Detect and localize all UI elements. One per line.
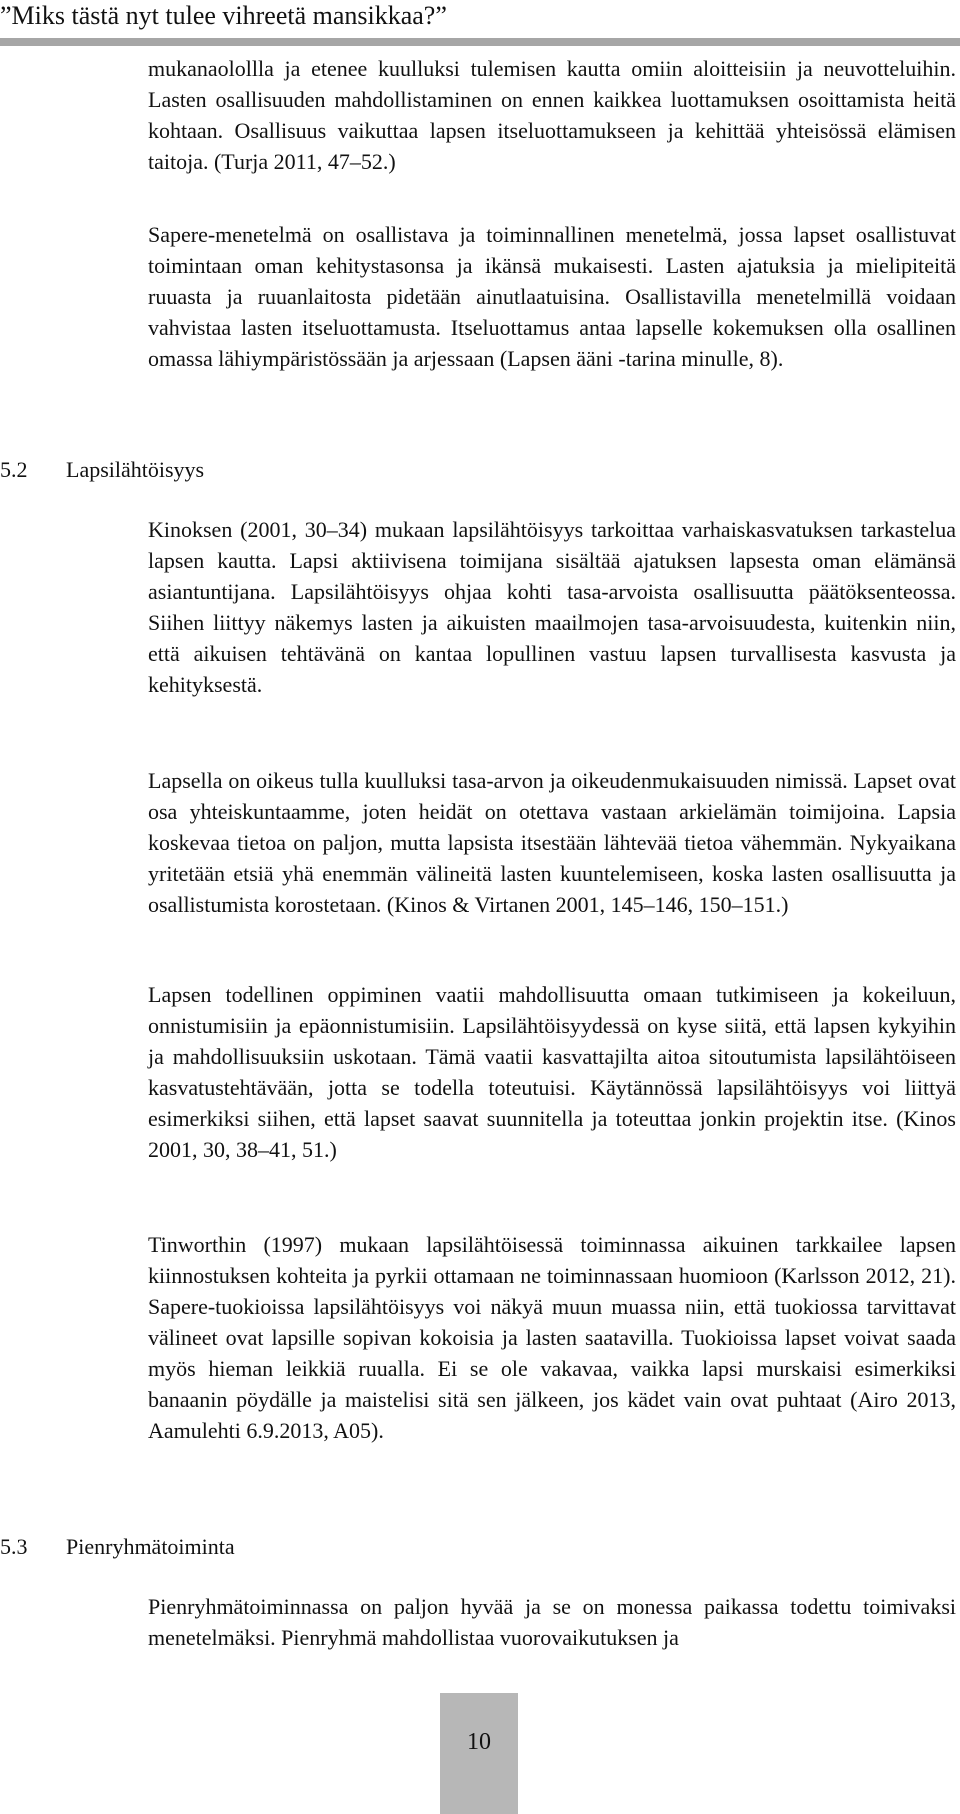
document-title: ”Miks tästä nyt tulee vihreetä mansikkaa?” xyxy=(0,1,447,30)
section-title: Lapsilähtöisyys xyxy=(66,457,205,482)
paragraph-oikeus: Lapsella on oikeus tulla kuulluksi tasa-arvon ja oikeudenmukaisuuden nimissä. Lapset ovat osa yhteiskuntaamme, joten heidät on otettava vastaan arkielämän toimijoina. Lapsia koskevaa tietoa on paljon, mutta lapsista itsestään lähtevää tietoa vähemmän. Nykyaikana yritetään etsiä yhä enemmän välineitä lasten kuuntelemiseen, koska lasten osallisuutta ja osallistumista korostetaan. (Kinos & Virtanen 2001, 145–146, 150–151.) xyxy=(148,768,956,917)
section-number: 5.3 xyxy=(0,1534,28,1559)
page-number-box xyxy=(440,1693,518,1814)
paragraph-sapere: Sapere-menetelmä on osallistava ja toiminnallinen menetelmä, jossa lapset osallistuvat toimintaan oman kehitystasonsa ja ikänsä mukaisesti. Lasten ajatuksia ja mielipiteitä ruuasta ja ruuanlaitosta pidetään ainutlaatuisina. Osallistavilla menetelmillä voidaan vahvistaa lasten itseluottamusta. Itseluottamus antaa lapselle kokemuksen olla osallinen omassa lähiympäristössään ja arjessaan (Lapsen ääni -tarina minulle, 8). xyxy=(148,222,956,371)
paragraph-tinworth: Tinworthin (1997) mukaan lapsilähtöisessä toiminnassa aikuinen tarkkailee lapsen kiinnostuksen kohteita ja pyrkii ottamaan ne toiminnassaan huomioon (Karlsson 2012, 21). Sapere-tuokioissa lapsilähtöisyys voi näkyä muun muassa niin, että tuokiossa tarvittavat välineet ovat lapsille sopivan kokoisia ja lasten saatavilla. Tuokioissa lapset voivat saada myös hieman leikkiä ruualla. Ei se ole vakavaa, vaikka lapsi murskaisi esimerkiksi banaanin pöydälle ja maistelisi sitä sen jälkeen, jos kädet vain ovat puhtaat (Airo 2013, Aamulehti 6.9.2013, A05). xyxy=(148,1232,956,1443)
paragraph-kinos: Kinoksen (2001, 30–34) mukaan lapsilähtöisyys tarkoittaa varhaiskasvatuksen tarkastelua lapsen kautta. Lapsi aktiivisena toimijana sisältää ajatuksen lapsesta oman elämänsä asiantuntijana. Lapsilähtöisyys ohjaa kohti tasa-arvoista osallisuutta päätöksenteossa. Siihen liittyy näkemys lasten ja aikuisten maailmojen tasa-arvoisuudesta, kuitenkin niin, että aikuisen tehtävänä on kantaa lopullinen vastuu lapsen turvallisesta kasvusta ja kehityksestä. xyxy=(148,517,956,697)
paragraph-osallisuus: mukanaolollla ja etenee kuulluksi tulemisen kautta omiin aloitteisiin ja neuvotteluihin. Lasten osallisuuden mahdollistaminen on ennen kaikkea luottamuksen osoittamista heitä kohtaan. Osallisuus vaikuttaa lapsen itseluottamukseen ja kehittää yhteisössä elämisen taitoja. (Turja 2011, 47–52.) xyxy=(148,56,956,174)
paragraph-oppiminen: Lapsen todellinen oppiminen vaatii mahdollisuutta omaan tutkimiseen ja kokeiluun, onnistumisiin ja epäonnistumisiin. Lapsilähtöisyydessä on kyse siitä, että lapsen kykyihin ja mahdollisuuksiin uskotaan. Tämä vaatii kasvattajilta aitoa sitoutumista lapsilähtöiseen kasvatustehtävään, jotta se todella toteutuisi. Käytännössä lapsilähtöisyys voi liittyä esimerkiksi siihen, että lapset saavat suunnitella ja toteuttaa jonkin projektin itse. (Kinos 2001, 30, 38–41, 51.) xyxy=(148,982,956,1162)
header-rule xyxy=(0,38,960,46)
page-number: 10 xyxy=(467,1729,491,1755)
paragraph-pienryhma: Pienryhmätoiminnassa on paljon hyvää ja se on monessa paikassa todettu toimivaksi menetelmäksi. Pienryhmä mahdollistaa vuorovaikutuksen ja xyxy=(148,1594,956,1650)
section-heading-5-3 xyxy=(0,1531,235,1562)
page-header xyxy=(0,0,960,45)
section-heading-5-2 xyxy=(0,454,204,485)
section-number: 5.2 xyxy=(0,457,28,482)
section-title: Pienryhmätoiminta xyxy=(66,1534,235,1559)
